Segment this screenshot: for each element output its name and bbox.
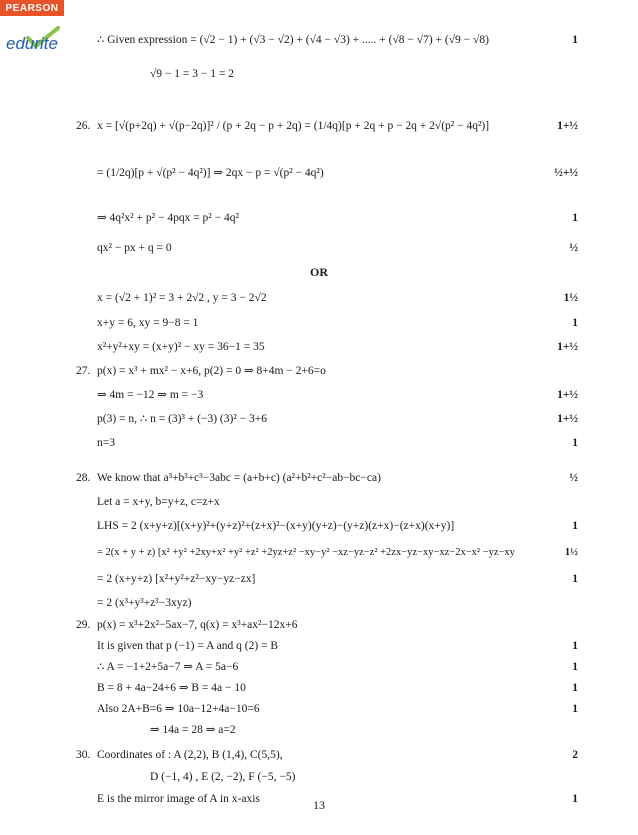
marks-value: ½: [569, 242, 578, 254]
solution-line: [0, 657, 638, 677]
solution-line: [0, 615, 638, 635]
solution-text: x+y = 6, xy = 9−8 = 1: [97, 317, 199, 329]
solution-line: [0, 543, 638, 563]
solution-line: [0, 516, 638, 536]
question-number: 27.: [76, 365, 91, 377]
solution-text: p(x) = x³+2x²−5ax−7, q(x) = x³+ax²−12x+6: [97, 619, 298, 631]
solution-text: x²+y²+xy = (x+y)² − xy = 36−1 = 35: [97, 341, 265, 353]
solution-line: [0, 313, 638, 333]
solution-line: [0, 337, 638, 357]
solution-line: [0, 468, 638, 488]
question-number: 29.: [76, 619, 91, 631]
marks-value: 1+½: [557, 389, 578, 401]
marks-value: ½+½: [554, 167, 578, 179]
marks-value: 1: [572, 640, 578, 652]
solution-line: [0, 492, 638, 512]
solution-text: = 2 (x+y+z) [x²+y²+z²−xy−yz−zx]: [97, 573, 256, 585]
solution-line: [0, 30, 638, 50]
solution-text: Coordinates of : A (2,2), B (1,4), C(5,5),: [97, 749, 283, 761]
solution-text: √9 − 1 = 3 − 1 = 2: [150, 68, 235, 80]
solution-line: [0, 288, 638, 308]
solution-line: [0, 385, 638, 405]
solution-text: Also 2A+B=6 ⇒ 10a−12+4a−10=6: [97, 703, 260, 715]
solution-line: [0, 767, 638, 787]
solution-line: [0, 116, 638, 136]
solution-text: It is given that p (−1) = A and q (2) = B: [97, 640, 279, 652]
solution-text: qx² − px + q = 0: [97, 242, 172, 254]
marks-value: 1: [572, 437, 578, 449]
solution-text: We know that a³+b³+c³−3abc = (a+b+c) (a²+b²+c²−ab−bc−ca): [97, 472, 381, 484]
or-divider: OR: [310, 265, 328, 279]
solution-text: ⇒ 4q²x² + p² − 4pqx = p² − 4q²: [97, 212, 239, 224]
marks-value: 1+½: [557, 341, 578, 353]
solution-text: ∴ A = −1+2+5a−7 ⇒ A = 5a−6: [97, 661, 239, 673]
solution-line: [0, 433, 638, 453]
solution-text: ∴ Given expression = (√2 − 1) + (√3 − √2) + (√4 − √3) + ..... + (√8 − √7) + (√9 − √8): [97, 34, 489, 46]
marks-value: 1+½: [557, 413, 578, 425]
marks-value: 2: [572, 749, 578, 761]
marks-value: 1: [572, 34, 578, 46]
solution-line: [0, 636, 638, 656]
solution-text: n=3: [97, 437, 115, 449]
page-number: 13: [313, 798, 325, 812]
solution-text: x = [√(p+2q) + √(p−2q)]² / (p + 2q − p + 2q) = (1/4q)[p + 2q + p − 2q + 2√(p² − 4q²)]: [97, 120, 490, 132]
question-number: 30.: [76, 749, 91, 761]
pearson-brand-tab: PEARSON: [0, 0, 64, 16]
solution-line: [0, 208, 638, 228]
solution-text: p(3) = n, ∴ n = (3)³ + (−3) (3)² − 3+6: [97, 413, 268, 425]
solution-text: x = (√2 + 1)² = 3 + 2√2 , y = 3 − 2√2: [97, 292, 267, 304]
marks-value: ½: [569, 472, 578, 484]
solution-line: [0, 361, 638, 381]
solution-text: E is the mirror image of A in x-axis: [97, 793, 260, 805]
marks-value: 1: [572, 661, 578, 673]
solution-text: = (1/2q)[p + √(p² − 4q²)] ⇒ 2qx − p = √(p² − 4q²): [97, 167, 324, 179]
logo-text: edurite: [6, 34, 58, 53]
solution-line: [0, 569, 638, 589]
marks-value: 1: [572, 317, 578, 329]
solution-line: [0, 593, 638, 613]
solution-text: = 2(x + y + z) [x² +y² +2xy+x² +y² +z² +2yz+z² −xy−y² −xz−yz−z² +2zx−yz−xy−xz−2x−x² −yz−xy: [97, 547, 515, 558]
question-number: 26.: [76, 120, 91, 132]
solution-line: [0, 409, 638, 429]
solution-text: B = 8 + 4a−24+6 ⇒ B = 4a − 10: [97, 682, 246, 694]
marks-value: 1½: [564, 547, 578, 558]
solution-text: D (−1, 4) , E (2, −2), F (−5, −5): [150, 771, 296, 783]
question-number: 28.: [76, 472, 91, 484]
marks-value: 1: [572, 212, 578, 224]
marks-value: 1½: [563, 292, 578, 304]
solution-line: [0, 720, 638, 740]
solution-line: [0, 163, 638, 183]
solution-text: LHS = 2 (x+y+z)[(x+y)²+(y+z)²+(z+x)²−(x+y)(y+z)−(y+z)(z+x)−(z+x)(x+y)]: [97, 520, 455, 532]
solution-line: [0, 699, 638, 719]
solution-line: [0, 238, 638, 258]
marks-value: 1: [572, 573, 578, 585]
solution-text: p(x) = x³ + mx² − x+6, p(2) = 0 ⇒ 8+4m − 2+6=o: [97, 365, 326, 377]
marks-value: 1: [572, 793, 578, 805]
solution-text: ⇒ 14a = 28 ⇒ a=2: [150, 724, 236, 736]
solution-text: = 2 (x³+y³+z³−3xyz): [97, 597, 192, 609]
solution-line: [0, 678, 638, 698]
solution-text: Let a = x+y, b=y+z, c=z+x: [97, 496, 220, 508]
solution-line: [0, 64, 638, 84]
solution-text: ⇒ 4m = −12 ⇒ m = −3: [97, 389, 204, 401]
marks-value: 1: [572, 682, 578, 694]
solution-line: [0, 745, 638, 765]
marks-value: 1: [572, 520, 578, 532]
marks-value: 1+½: [557, 120, 578, 132]
marks-value: 1: [572, 703, 578, 715]
